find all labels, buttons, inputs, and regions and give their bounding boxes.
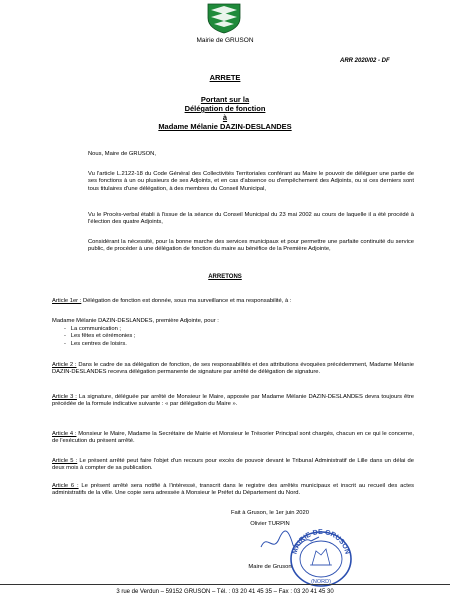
stamp-bottom-text: (NORD) [311, 579, 331, 585]
title-block [0, 95, 450, 131]
town-crest-logo [205, 2, 243, 34]
footer-divider [0, 584, 450, 585]
article-1-label: Article 1er : [52, 298, 82, 304]
article-1 [52, 298, 414, 305]
vu-article-paragraph: Vu l'article L.2122-18 du Code Général des Collectivités Territoriales conférant au Maire le pouvoir de déléguer une partie de ses fonctions à un ou plusieurs de ses Adjoints, et en cas d'absence ou d'empêchement des Adjoints, ou si ces derniers sont tous titulaires d'une délégation, à des membres du Conseil Municipal, [88, 171, 414, 192]
article-3 [52, 394, 414, 409]
reference-number: ARR 2020/02 - DF [340, 58, 390, 64]
article-4 [52, 431, 414, 446]
article-3-label: Article 3 : [52, 394, 77, 400]
article-2-label: Article 2 : [52, 362, 77, 368]
fait-a-line: Fait à Gruson, le 1er juin 2020 [231, 510, 309, 516]
title-line-2: Délégation de fonction [184, 104, 266, 113]
intro-line: Nous, Maire de GRUSON, [88, 151, 156, 157]
list-item: - Les fêtes et cérémonies ; [64, 333, 136, 340]
article-4-label: Article 4 : [52, 431, 77, 437]
vu-proces-verbal-paragraph: Vu le Procès-verbal établi à l'issue de la séance du Conseil Municipal du 23 mai 2002 au cours de laquelle il a été procédé à l'élection des quatre Adjoints, [88, 212, 414, 226]
stamp-top-text: MAIRIE DE GRUSON [291, 528, 351, 556]
article-5 [52, 458, 414, 473]
article-1-list [64, 326, 136, 348]
title-line-4: Madame Mélanie DAZIN-DESLANDES [158, 122, 292, 131]
title-line-1: Portant sur la [200, 95, 250, 104]
article-2-text: Dans le cadre de sa délégation de fonction, de ses responsabilités et des attributions évoquées précédemment, Madame Mélanie DAZIN-DESLANDES recevra délégation permanente de signature par arrêté de délégation de signature. [52, 362, 414, 376]
list-item: - Les centres de loisirs. [64, 340, 127, 347]
article-5-text: Le présent arrêté peut faire l'objet d'un recours pour excès de pouvoir devant le Tribunal Administratif de Lille dans un délai de deux mois à compter de sa publication. [52, 458, 414, 472]
considerant-paragraph: Considérant la nécessité, pour la bonne marche des services municipaux et pour permettre une parfaite continuité du service public, de procéder à une délégation de fonction du maire au bénéfice de la Première Adjointe, [88, 239, 414, 253]
footer-address: 3 rue de Verdun – 59152 GRUSON – Tél. : 03 20 41 45 35 – Fax : 03 20 41 45 30 [116, 589, 334, 595]
article-6-text: Le présent arrêté sera notifié à l'intéressé, transcrit dans le registre des arrêtés municipaux et inscrit au recueil des actes administratifs de la ville. Une copie sera adressée à Monsieur le Préfet du Département du Nord. [52, 483, 414, 497]
article-1-text: Délégation de fonction est donnée, sous ma surveillance et ma responsabilité, à : [81, 298, 292, 304]
article-6-label: Article 6 : [52, 483, 79, 489]
official-stamp [286, 525, 356, 589]
article-3-text: La signature, déléguée par arrêté de Monsieur le Maire, apposée par Madame Mélanie DAZIN-DESLANDES devra toujours être précédée de la formule indicative suivante : « par délégation du Maire ». [52, 394, 415, 408]
article-5-label: Article 5 : [52, 458, 78, 464]
arretons-heading: ARRETONS [208, 274, 242, 280]
title-line-3: à [222, 113, 228, 122]
article-2 [52, 362, 414, 377]
arrete-heading: ARRETE [209, 73, 241, 82]
article-1-person: Madame Mélanie DAZIN-DESLANDES, première Adjointe, pour : [52, 318, 219, 324]
list-item: - La communication ; [64, 326, 122, 332]
signatory-name: Olivier TURPIN [250, 521, 290, 527]
mairie-header: Mairie de GRUSON [196, 37, 254, 44]
signatory-role: Maire de Gruson [248, 564, 292, 570]
article-4-text: Monsieur le Maire, Madame la Secrétaire de Mairie et Monsieur le Trésorier Principal sont chargés, chacun en ce qui le concerne, de l'exécution du présent arrêté. [52, 431, 414, 445]
article-6 [52, 483, 414, 498]
